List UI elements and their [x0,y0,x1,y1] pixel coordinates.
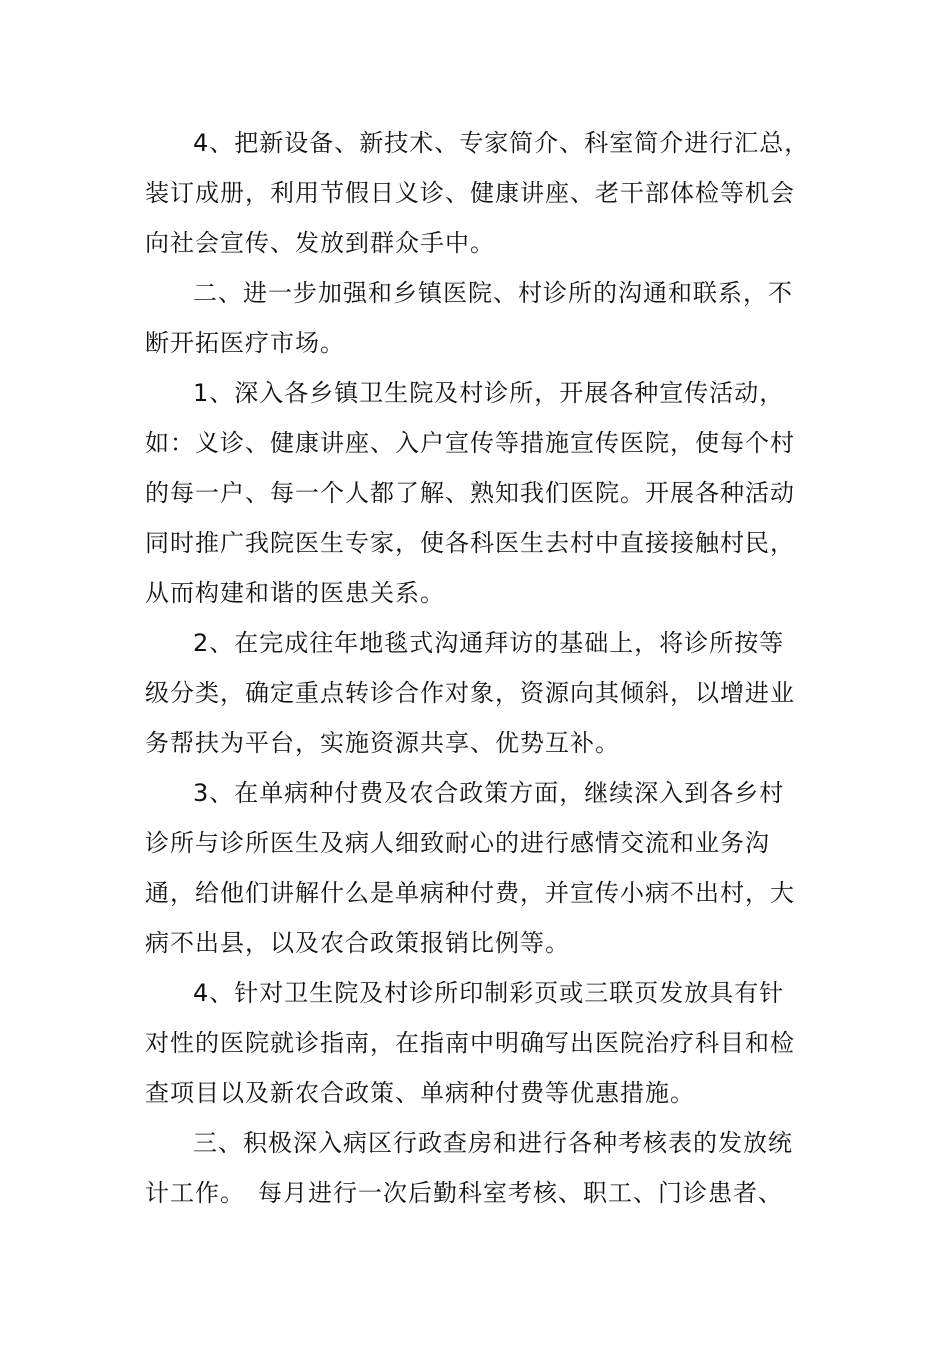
text-line: 4、把新设备、新技术、专家简介、科室简介进行汇总， [193,129,810,157]
text-line: 装订成册，利用节假日义诊、健康讲座、老干部体检等机会 [145,179,795,207]
text-line: 2、在完成往年地毯式沟通拜访的基础上，将诊所按等 [193,629,785,657]
text-line: 4、针对卫生院及村诊所印制彩页或三联页发放具有针 [193,979,785,1007]
text-line: 级分类，确定重点转诊合作对象，资源向其倾斜，以增进业 [145,679,795,707]
text-line: 通，给他们讲解什么是单病种付费，并宣传小病不出村，大 [145,879,795,907]
text-line: 如：义诊、健康讲座、入户宣传等措施宣传医院，使每个村 [145,429,795,457]
text-line: 同时推广我院医生专家，使各科医生去村中直接接触村民， [145,529,795,557]
text-line: 查项目以及新农合政策、单病种付费等优惠措施。 [145,1079,695,1107]
text-line: 向社会宣传、发放到群众手中。 [145,229,495,257]
text-line: 务帮扶为平台，实施资源共享、优势互补。 [145,729,620,757]
text-line: 对性的医院就诊指南，在指南中明确写出医院治疗科目和检 [145,1029,795,1057]
text-line: 断开拓医疗市场。 [145,329,345,357]
text-line: 3、在单病种付费及农合政策方面，继续深入到各乡村 [193,779,785,807]
section-heading: 三、积极深入病区行政查房和进行各种考核表的发放统 [193,1129,793,1157]
text-line: 1、深入各乡镇卫生院及村诊所，开展各种宣传活动， [193,379,785,407]
text-line: 从而构建和谐的医患关系。 [145,579,445,607]
text-line: 的每一户、每一个人都了解、熟知我们医院。开展各种活动 [145,479,795,507]
text-line: 病不出县，以及农合政策报销比例等。 [145,929,570,957]
text-line: 计工作。 每月进行一次后勤科室考核、职工、门诊患者、 [145,1179,783,1207]
section-heading: 二、进一步加强和乡镇医院、村诊所的沟通和联系，不 [193,279,793,307]
text-line: 诊所与诊所医生及病人细致耐心的进行感情交流和业务沟 [145,829,770,857]
